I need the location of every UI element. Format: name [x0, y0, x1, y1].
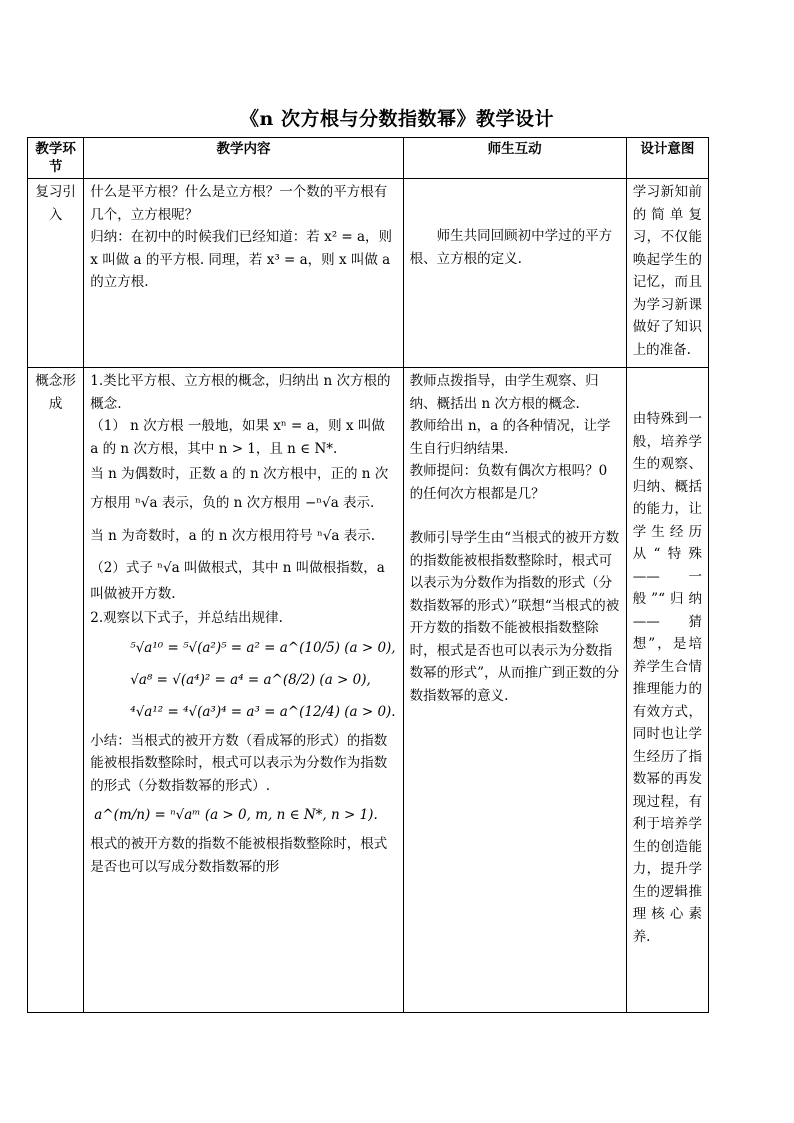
intent-text: 由特殊到一般，培养学生的观察、归纳、概括的能力，让学生经历从“特殊——一般”“归纳——猜想”，是培养学生合情推理能力的有效方式，同时也让学生经历了指数幂的再发现过程，有利于培养学生的创造能力，提升学生的逻辑推理核心素养.: [632, 411, 702, 945]
content-text: 当 n 为偶数时，正数 a 的 n 次方根中，正的 n 次方根用 ⁿ√a 表示，负的 n 次方根用 −ⁿ√a 表示.: [90, 466, 389, 511]
interaction-text: 教师点拨指导，由学生观察、归纳、概括出 n 次方根的概念.: [409, 373, 599, 412]
interaction-cell: [403, 368, 626, 1013]
page-title: 《n 次方根与分数指数幂》教学设计: [240, 108, 554, 130]
interaction-cell: [403, 179, 626, 368]
content-text: 1.类比平方根、立方根的概念，归纳出 n 次方根的概念.: [90, 373, 391, 412]
table-header-row: [28, 138, 709, 179]
content-text: 根式的被开方数的指数不能被根指数整除时，根式是否也可以写成分数指数幂的形: [90, 836, 388, 875]
intent-cell: [626, 179, 708, 368]
formula-line: √a⁸ = √(a⁴)² = a⁴ = a^(8/2) (a > 0),: [130, 671, 371, 688]
intent-text: 学习新知前的简单复习，不仅能唤起学生的记忆，而且为学习新课做好了知识上的准备.: [632, 184, 702, 358]
interaction-text: 教师给出 n，a 的各种情况，让学生自行归纳结果.: [409, 418, 611, 457]
content-text: 归纳：在初中的时候我们已经知道：若 x² = a，则 x 叫做 a 的平方根. 同理，若 x³ = a，则 x 叫做 a 的立方根.: [90, 229, 393, 290]
formula-line: a^(m/n) = ⁿ√aᵐ (a > 0, m, n ∈ N*, n > 1).: [94, 807, 378, 823]
table-row: [28, 368, 709, 1013]
content-text: 什么是平方根？什么是立方根？一个数的平方根有几个，立方根呢？: [90, 184, 388, 223]
intent-cell: [626, 368, 708, 1013]
content-cell: [84, 368, 403, 1013]
content-text: 当 n 为奇数时，a 的 n 次方根用符号 ⁿ√a 表示.: [90, 528, 376, 544]
header-interaction: 师生互动: [403, 138, 626, 179]
header-intent: 设计意图: [626, 138, 708, 179]
stage-cell: 概念形成: [28, 368, 84, 1013]
content-text: （2）式子 ⁿ√a 叫做根式，其中 n 叫做根指数，a 叫做被开方数.: [90, 560, 385, 602]
content-text: 小结：当根式的被开方数（看成幂的形式）的指数能被根指数整除时，根式可以表示为分数作为指数的形式（分数指数幂的形式）.: [90, 732, 388, 794]
formula-line: ⁵√a¹⁰ = ⁵√(a²)⁵ = a² = a^(10/5) (a > 0),: [130, 639, 396, 656]
stage-cell: 复习引入: [28, 179, 84, 368]
interaction-text: 师生共同回顾初中学过的平方根、立方根的定义.: [409, 228, 613, 267]
interaction-text: 教师引导学生由“当根式的被开方数的指数能被根指数整除时，根式可以表示为分数作为指数的形式（分数指数幂的形式）”联想“当根式的被开方数的指数不能被根指数整除时，根式是否也可以表示为分数指数幂的形式”，从而推广到正数的分数指数幂的意义.: [409, 530, 620, 704]
lesson-design-table: [27, 137, 709, 1013]
formula-line: ⁴√a¹² = ⁴√(a³)⁴ = a³ = a^(12/4) (a > 0).: [130, 703, 396, 720]
header-stage: 教学环节: [28, 138, 84, 179]
header-content: 教学内容: [84, 138, 403, 179]
interaction-text: 教师提问：负数有偶次方根吗？0的任何次方根都是几？: [409, 463, 608, 502]
content-text: （1） n 次方根 一般地，如果 xⁿ = a，则 x 叫做 a 的 n 次方根，其中 n > 1，且 n ∈ N*.: [90, 418, 385, 457]
content-text: 2.观察以下式子，并总结出规律.: [90, 610, 283, 626]
content-cell: [84, 179, 403, 368]
table-row: [28, 179, 709, 368]
